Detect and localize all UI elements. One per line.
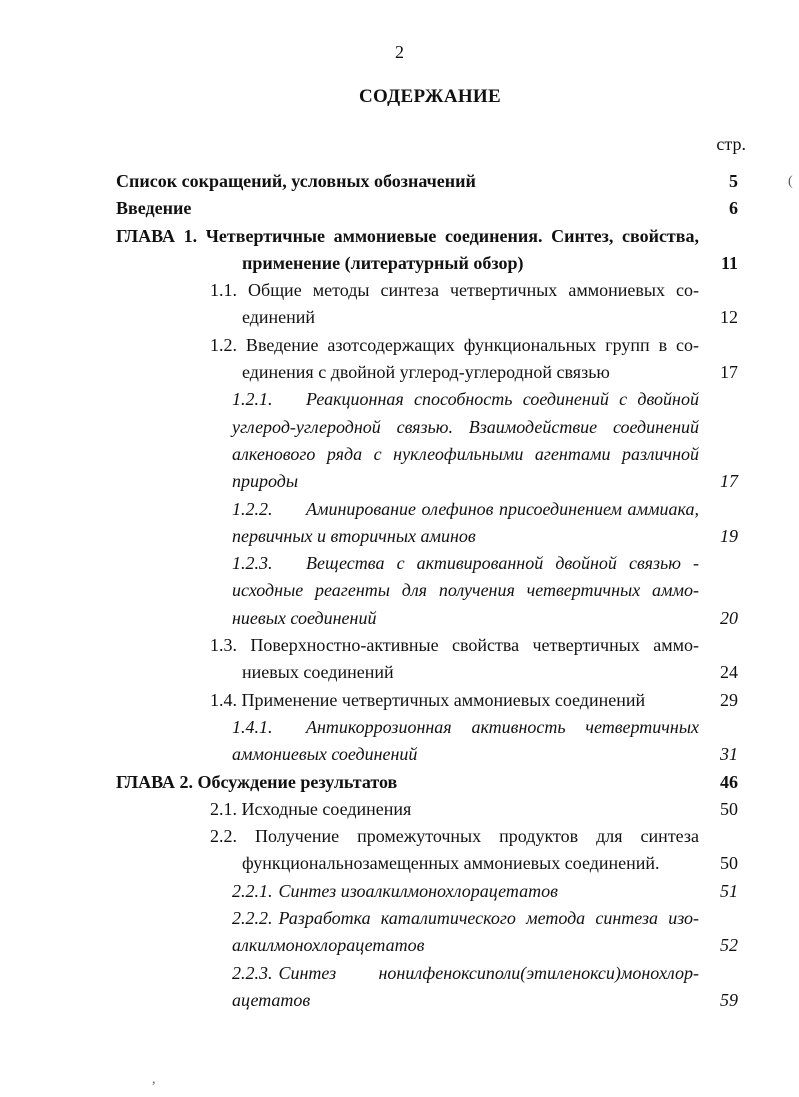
toc-entry — [0, 223, 799, 278]
toc-entry-title — [210, 796, 699, 823]
toc-entry-number: 2.2.3. — [232, 962, 273, 983]
toc-entry — [0, 796, 799, 823]
toc-entry — [0, 168, 799, 195]
toc-entry — [0, 960, 799, 1015]
toc-entry-title — [232, 496, 699, 551]
toc-entry-text: 1.1. Общие методы синтеза четвертичных аммониевых соединений — [210, 280, 699, 328]
toc-entry — [0, 195, 799, 222]
toc-entry-text: 2.2. Получение промежуточных продуктов для синтеза функциональнозамещенных аммониевых соединений. — [210, 826, 699, 874]
toc-entry-page: 52 — [720, 935, 738, 956]
toc-entry-page: 19 — [720, 525, 738, 546]
toc-entry-text: Антикоррозионная активность четвертичных аммониевых соединений — [232, 716, 699, 765]
toc-entry — [0, 496, 799, 551]
toc-entry — [0, 386, 799, 495]
toc-entry-number: 2.2.2. — [232, 908, 273, 929]
toc-entry-page: 50 — [720, 798, 738, 819]
toc-entry-title — [232, 550, 699, 632]
toc-entry-text: Вещества с активированной двойной связью - исходные реагенты для получения четвертичных аммониевых соединений — [232, 553, 699, 628]
toc-entry-title — [232, 960, 699, 1015]
toc-entry-text: ГЛАВА 1. Четвертичные аммониевые соединения. Синтез, свойства, применение (литературный обзор) — [116, 225, 699, 273]
toc-entry-page: 50 — [720, 853, 738, 874]
toc-entry-text: Синтез изоалкилмонохлорацетатов — [278, 880, 558, 901]
toc-entry-number: 1.2.1. — [232, 389, 273, 410]
toc-entry-number: 1.4.1. — [232, 716, 273, 737]
scan-artifact-mark: ( — [788, 174, 793, 189]
toc-entry-title — [232, 386, 699, 495]
toc-entry-title — [116, 769, 699, 796]
toc-entry-text: Реакционная способность соединений с двойной углерод-углеродной связью. Взаимодействие соединений алкенового ряда с нуклеофильными агентами различной природы — [232, 389, 699, 492]
toc-entry-number: 1.2.3. — [232, 553, 273, 574]
toc-entry — [0, 769, 799, 796]
toc-entry — [0, 823, 799, 878]
toc-entry-title — [210, 823, 699, 878]
toc-entry-title — [210, 332, 699, 387]
toc-entry-text: 1.3. Поверхностно-активные свойства четвертичных аммониевых соединений — [210, 635, 699, 683]
toc-entry-number: 1.2.2. — [232, 498, 273, 519]
toc-entry-title — [210, 687, 699, 714]
toc-entry-text: Аминирование олефинов присоединением аммиака, первичных и вторичных аминов — [232, 498, 699, 546]
toc-entry — [0, 632, 799, 687]
toc-entry-text: 2.1. Исходные соединения — [210, 798, 412, 819]
toc-entry-page: 20 — [720, 607, 738, 628]
toc-entry-page: 29 — [720, 689, 738, 710]
toc-entry-page: 31 — [720, 744, 738, 765]
toc-entry-text: Введение — [116, 198, 192, 219]
toc-entry-text: 1.2. Введение азотсодержащих функциональных групп в соединения с двойной углерод-углеродной связью — [210, 334, 699, 383]
toc-entry-title — [210, 277, 699, 332]
toc-entry-page: 24 — [720, 662, 738, 683]
toc-entry-title — [232, 714, 699, 769]
toc-entry-text: ГЛАВА 2. Обсуждение результатов — [116, 771, 398, 792]
toc-entry-title — [232, 905, 699, 960]
toc-entry — [0, 687, 799, 714]
toc-entry-page: 51 — [720, 880, 738, 901]
toc-entry-text: Разработка каталитического метода синтеза изоалкилмонохлорацетатов — [232, 908, 699, 956]
toc-entry — [0, 277, 799, 332]
toc-entry-page: 59 — [720, 989, 738, 1010]
toc-entry-page: 17 — [720, 471, 738, 492]
toc-entry — [0, 714, 799, 769]
page-title: СОДЕРЖАНИЕ — [359, 86, 501, 107]
toc-entry-title — [116, 223, 699, 278]
toc-entry-number: 2.2.1. — [232, 880, 273, 901]
toc-entry-title — [116, 195, 699, 222]
toc-entry — [0, 878, 799, 905]
page-column-label: стр. — [716, 134, 746, 154]
toc-entry-text: Список сокращений, условных обозначений — [116, 171, 476, 191]
page-number: 2 — [395, 42, 404, 62]
toc-entry-title — [232, 878, 699, 905]
toc-entry-page: 5 — [729, 171, 738, 191]
toc-entry — [0, 905, 799, 960]
toc-entry — [0, 550, 799, 632]
toc-entry — [0, 332, 799, 387]
toc-entry-page: 12 — [720, 307, 738, 328]
scan-artifact-dot: , — [152, 1072, 156, 1087]
toc-entry-title — [116, 168, 699, 195]
toc-entry-title — [210, 632, 699, 687]
toc-entry-text: Синтез нонилфеноксиполи(этиленокси)монохлорацетатов — [232, 962, 699, 1010]
table-of-contents — [0, 168, 799, 1014]
toc-entry-page: 6 — [729, 198, 738, 219]
toc-entry-text: 1.4. Применение четвертичных аммониевых соединений — [210, 689, 646, 710]
toc-entry-page: 17 — [720, 362, 738, 383]
toc-entry-page: 46 — [720, 771, 738, 792]
toc-entry-page: 11 — [720, 252, 738, 273]
